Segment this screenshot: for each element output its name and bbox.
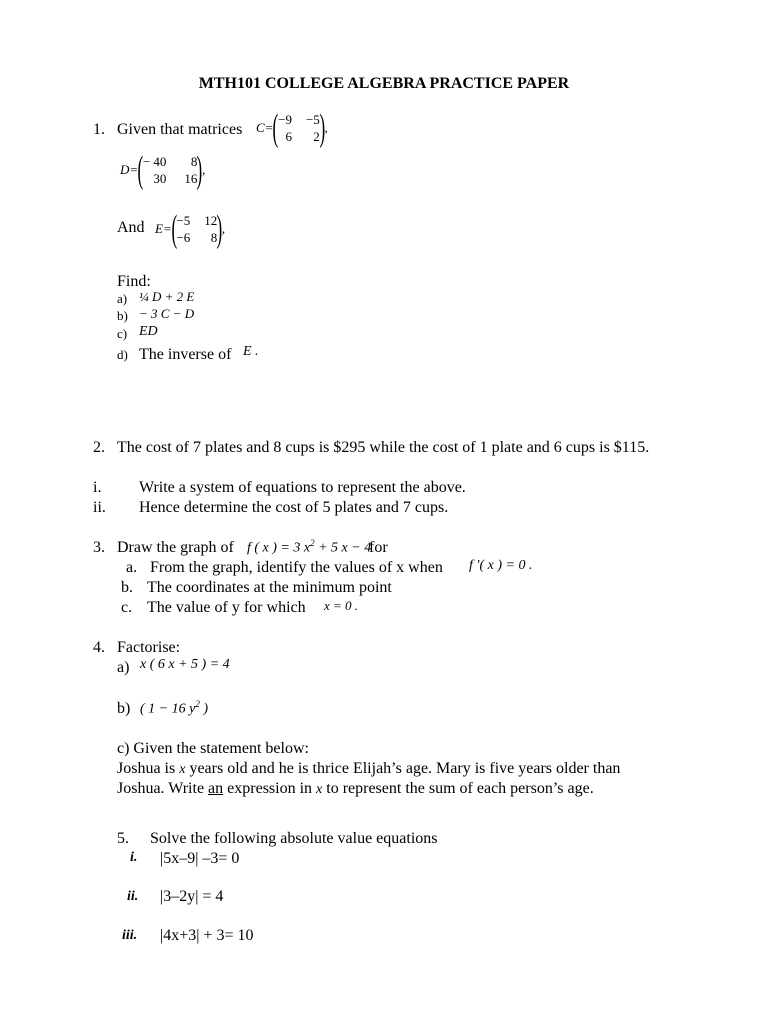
q4-b-label: b) [117,700,131,717]
matrix-cell: 30 [153,170,167,186]
q4-lead: Factorise: [117,639,181,656]
matrix-c: C= ( −9 −5 6 2 ) , [256,107,328,149]
matrix-d-trail: , [202,162,206,177]
q5-item-ii: |3–2y| = 4 [160,888,224,905]
matrix-cell: −6 [176,229,191,245]
q4-c-var-2: x [316,782,323,797]
q5-item-iii-label: iii. [122,928,138,943]
matrix-cell: 16 [184,170,198,186]
q1-e-lead: And [117,219,145,236]
matrix-d: D= ( − 40 8 30 16 ) , [120,149,206,191]
q1-find: Find: [117,273,151,290]
q3-item-b: The coordinates at the minimum point [147,579,392,596]
q2-item-ii: Hence determine the cost of 5 plates and 7 cups. [139,499,449,516]
q4-c-line1 [117,759,620,780]
q4-c-line1-a: Joshua is [117,760,176,777]
q5-lead: Solve the following absolute value equations [150,830,438,847]
q3-item-a: From the graph, identify the values of x when [150,559,443,576]
q4-a-label: a) [117,659,130,676]
q3-item-a-math: f ′( x ) = 0 . [469,558,533,573]
q3-for: for [369,539,388,556]
q4-c-line2-c: to represent the sum of each person’s age. [326,780,594,797]
matrix-d-name: D= [120,162,139,177]
q5-item-ii-label: ii. [127,889,139,904]
q3-fx-rest: + 5 x − 4 [314,540,372,556]
matrix-cell: −9 [278,111,292,127]
matrix-cell: 6 [285,128,292,144]
q3-number: 3. [93,539,105,556]
q2-item-ii-label: ii. [93,499,106,516]
q1-lead: Given that matrices [117,121,243,138]
q4-b-close: ) [199,701,208,717]
q1-part-c-label: c) [117,326,128,341]
q5-number: 5. [117,830,129,847]
matrix-e-trail: , [221,221,226,236]
q3-exp: 2 [310,538,315,548]
q4-b-math [140,699,208,718]
page-title: MTH101 COLLEGE ALGEBRA PRACTICE PAPER [198,75,570,92]
q4-a-math: x ( 6 x + 5 ) = 4 [140,657,230,672]
q3-function [247,538,371,557]
matrix-cell: 8 [190,153,198,169]
q3-fx: f ( x ) = 3 x [247,540,311,556]
q1-part-b: − 3 C − D [139,306,195,321]
q4-c-line2-an: an [208,780,224,797]
matrix-cell: 2 [313,128,320,144]
q3-item-c-math: x = 0 . [324,598,359,613]
q5-item-i: |5x–9| –3= 0 [160,850,240,867]
matrix-cell: −5 [305,111,320,127]
q3-item-c-label: c. [121,599,133,616]
q4-b-base: ( 1 − 16 y [140,701,196,717]
q1-part-b-label: b) [117,308,128,323]
matrix-c-name: C= [256,120,274,135]
q4-c-var: x [179,762,186,777]
q1-part-d-label: d) [117,347,128,362]
q4-number: 4. [93,639,105,656]
matrix-cell: − 40 [142,153,167,169]
q2-item-i: Write a system of equations to represent the above. [139,479,466,496]
q2-item-i-label: i. [93,479,102,496]
matrix-cell: 8 [210,229,218,245]
matrix-e: E= ( −5 12 −6 8 ) , [155,208,226,250]
q3-item-b-label: b. [121,579,133,596]
q2-number: 2. [93,439,105,456]
matrix-cell: 12 [204,212,218,228]
q1-part-c: ED [139,324,158,339]
q1-part-d: The inverse of [139,346,232,363]
q3-lead: Draw the graph of [117,539,234,556]
q4-c-line2-a: Joshua. Write [117,780,205,797]
q5-item-iii: |4x+3| + 3= 10 [160,927,254,944]
matrix-c-trail: , [324,120,328,135]
q4-c-line2-b: expression in [227,780,313,797]
q1-part-a: ¼ D + 2 E [139,289,195,304]
q1-part-d-math: E . [243,344,259,359]
q1-number: 1. [93,121,105,138]
q5-item-i-label: i. [130,850,138,865]
q2-text: The cost of 7 plates and 8 cups is $295 while the cost of 1 plate and 6 cups is $115. [117,439,650,456]
q3-item-c: The value of y for which [147,599,306,616]
q4-c-line1-b: years old and he is thrice Elijah’s age. Mary is five years older than [189,760,621,777]
q4-c-lead: c) Given the statement below: [117,740,309,757]
matrix-e-name: E= [155,221,172,236]
q4-b-exp: 2 [195,699,200,709]
q4-c-line2 [117,779,594,800]
q1-part-a-label: a) [117,291,128,306]
q3-item-a-label: a. [126,559,138,576]
matrix-cell: −5 [176,212,191,228]
